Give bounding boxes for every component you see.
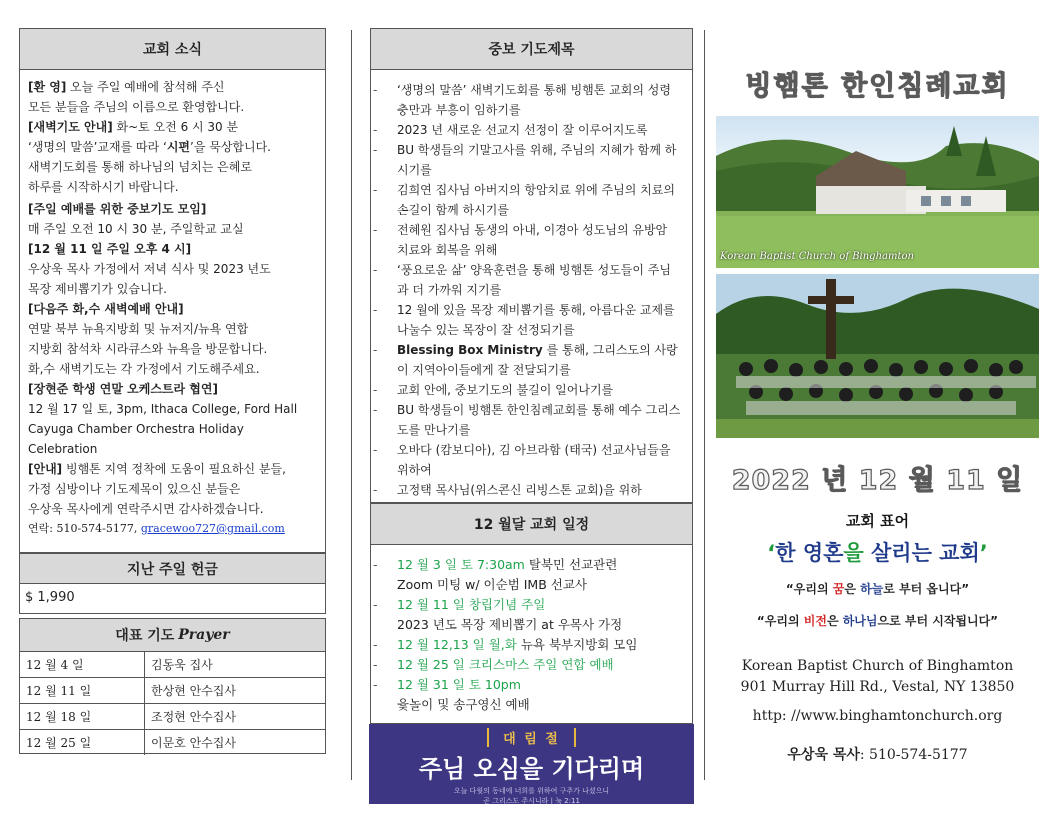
church-street-address: 901 Murray Hill Rd., Vestal, NY 13850 [740,679,1015,695]
welcome-tag: [환 영] [28,80,67,94]
prayer-request-item: - 고정택 목사님(위스콘신 리빙스톤 교회)을 위하 [379,480,682,500]
prayer-request-item: - 김희연 집사님 아버지의 항암치료 위에 주님의 치료의 손길이 함께 하시기를 [379,180,682,220]
prayer-date: 12 월 4 일 [20,652,145,677]
welcome-text-2: 모든 분들을 주님의 이름으로 환영합니다. [28,100,245,114]
schedule-date: 12 월 3 일 토 7:30am [397,557,525,572]
schedule-box [370,502,693,724]
schedule-date: 12 월 11 일 창립기념 주일 [397,597,546,612]
next-text-3: 화,수 새벽기도는 각 가정에서 기도해주세요. [28,362,260,376]
church-building-illustration [716,116,1039,268]
church-motto: ‘한 영혼을 살리는 교회’ [767,541,988,565]
schedule-item [379,675,692,715]
prayer-row [20,651,325,677]
dawn-tag: [새벽기도 안내] [28,120,113,134]
prayer-box [19,618,326,754]
news-header: 교회 소식 [20,29,325,70]
prayer-date: 12 월 25 일 [20,730,145,755]
church-address [716,656,1039,698]
pastor-name: 우상욱 목사 [787,747,860,763]
prayer-request-item: - 12 월에 있을 목장 제비뽑기를 통해, 아름다운 교제를 나눌수 있는 목장이 잘 선정되기를 [379,300,682,340]
welcome-text: 오늘 주일 예배에 참석해 주신 [66,80,225,94]
dec11-tag: [12 월 11 일 주일 오후 4 시] [28,242,192,256]
orch-text-3: Celebration [28,442,98,456]
prayer-header-ko: 대표 기도 [115,628,175,644]
pastor-contact [716,744,1039,764]
psalms-word: 시편 [166,140,190,154]
dawn-text-3: 새벽기도회를 통해 하나님의 넘치는 은혜로 [28,160,252,174]
news-body [20,70,325,539]
schedule-date: 12 월 12,13 일 월,화 [397,637,517,652]
prayer-date: 12 월 11 일 [20,678,145,703]
motto-word-saving-church: 살리는 교회 [871,541,980,565]
advent-banner [369,724,694,804]
email-link[interactable]: gracewoo727@gmail.com [140,522,285,535]
prayer-leader: 이문호 안수집사 [151,736,236,750]
requests-header: 중보 기도제목 [371,29,692,70]
prayer-row [20,729,325,755]
schedule-date: 12 월 31 일 토 10pm [397,677,521,692]
dawn-text: ‘생명의 말씀’교재를 따라 ‘시편’을 묵상합니다. [28,140,271,154]
intercede-tag: [주일 예배를 위한 중보기도 모임] [28,202,207,216]
prayer-leader: 조정현 안수집사 [151,710,236,724]
dec11-text: 우상욱 목사 가정에서 저녁 식사 및 2023 년도 [28,262,271,276]
advent-title: 주님 오심을 기다리며 [418,755,645,783]
info-tag: [안내] [28,462,63,476]
prayer-header-en: Prayer [178,627,230,643]
offering-header: 지난 주일 헌금 [20,553,325,584]
column-divider-right [704,30,705,780]
schedule-detail: Zoom 미팅 w/ 이순범 IMB 선교사 [397,577,587,592]
prayer-row [20,703,325,729]
offering-amount: $ 1,990 [25,590,75,605]
intercede-text: 매 주일 오전 10 시 30 분, 주일학교 교실 [28,222,244,236]
orch-tag: [장현준 학생 연말 오케스트라 협연] [28,382,218,396]
church-name-en: Korean Baptist Church of Binghamton [741,658,1014,674]
info-text: 빙햄톤 지역 정착에 도움이 필요하신 분들, [62,462,286,476]
prayer-request-item: - Blessing Box Ministry 를 통해, 그리스도의 사랑이 지역아이들에게 잘 전달되기를 [379,340,682,380]
pastor-phone: : 510-574-5177 [859,747,968,763]
schedule-item [379,655,692,675]
schedule-detail: 윷놀이 및 송구영신 예배 [397,697,530,712]
church-website[interactable]: http: //www.binghamtonchurch.org [752,708,1003,724]
bulletin-date: 2022 년 12 월 11 일 [731,465,1024,496]
orch-text: 12 월 17 일 토, 3pm, Ithaca College, Ford Hall [28,402,298,416]
column-divider-left [351,30,352,780]
slogan-dream: “우리의 꿈은 하늘로 부터 옵니다” [785,582,970,596]
prayer-request-item: - 오바다 (캄보디아), 김 아브라함 (태국) 선교사님들을 위하여 [379,440,682,480]
next-tag: [다음주 화,수 새벽예배 안내] [28,302,184,316]
prayer-table [20,651,325,755]
church-name: 빙햄톤 한인침례교회 [745,71,1010,102]
dec11-text-2: 목장 제비뽑기가 있습니다. [28,282,167,296]
advent-verse: 오늘 다윗의 동네에 너희를 위하여 구주가 나셨으니 [453,787,610,795]
schedule-item: - 12 월 3 일 토 7:30am 탈북민 선교관련 Zoom 미팅 w/ 이순범 IMB 선교사 [379,555,692,595]
photo-caption: Korean Baptist Church of Binghamton [720,251,914,262]
motto-word-soul: 한 영혼 [775,541,844,565]
next-text-2: 지방회 참석차 시라큐스와 뉴욕을 방문합니다. [28,342,268,356]
advent-tag: 대 림 절 [487,728,576,747]
next-text: 연말 북부 뉴욕지방회 및 뉴저지/뉴욕 연합 [28,322,249,336]
advent-verse-ref: 곧 그리스도 주시니라 | 눅 2:11 [483,797,580,805]
info-text-2: 가정 심방이나 기도제목이 있으신 분들은 [28,482,241,496]
prayer-request-item: - BU 학생들이 빙햄톤 한인침례교회를 통해 예수 그리스도를 만나기를 [379,400,682,440]
orch-text-2: Cayuga Chamber Orchestra Holiday [28,422,244,436]
schedule-item: - 12 월 12,13 일 월,화 뉴욕 북부지방회 모임 [379,635,692,655]
congregation-illustration [716,274,1039,438]
schedule-header: 12 월달 교회 일정 [371,503,692,545]
prayer-request-item: - ‘풍요로운 삶’ 양육훈련을 통해 빙햄톤 성도들이 주님과 더 가까워 지기를 [379,260,682,300]
requests-box [370,28,693,502]
prayer-date: 12 월 18 일 [20,704,145,729]
church-building-photo [716,116,1039,268]
schedule-item [379,595,692,635]
contact-text: 연락: 510-574-5177, [28,522,141,535]
news-box [19,28,326,553]
offering-box [19,553,326,614]
info-text-3: 우상욱 목사에게 연락주시면 감사하겠습니다. [28,502,264,516]
prayer-request-item: - 전혜원 집사님 동생의 아내, 이경아 성도님의 유방암 치료와 회복을 위해 [379,220,682,260]
schedule-detail: 2023 년도 목장 제비뽑기 at 우목사 가정 [397,617,623,632]
prayer-request-item: - ‘생명의 말씀’ 새벽기도회를 통해 빙햄톤 교회의 성령 충만과 부흥이 임하기를 [379,80,682,120]
schedule-list [371,545,692,715]
prayer-request-item: - BU 학생들의 기말고사를 위해, 주님의 지혜가 함께 하시기를 [379,140,682,180]
prayer-row [20,677,325,703]
prayer-request-item: - 교회 안에, 중보기도의 불길이 일어나기를 [379,380,682,400]
prayer-leader: 한상현 안수집사 [151,684,236,698]
dawn-text-4: 하루를 시작하시기 바랍니다. [28,180,179,194]
slogan-vision: “우리의 비전은 하나님으로 부터 시작됩니다” [756,614,999,628]
congregation-photo [716,274,1039,438]
prayer-request-item: - 2023 년 새로운 선교지 선정이 잘 이루어지도록 [379,120,682,140]
motto-label: 교회 표어 [845,512,910,530]
prayer-header [20,619,325,651]
dawn-time: 화~토 오전 6 시 30 분 [112,120,239,134]
prayer-leader: 김동욱 집사 [151,658,213,672]
requests-list [371,70,692,500]
schedule-date: 12 월 25 일 크리스마스 주일 연합 예배 [397,657,614,672]
